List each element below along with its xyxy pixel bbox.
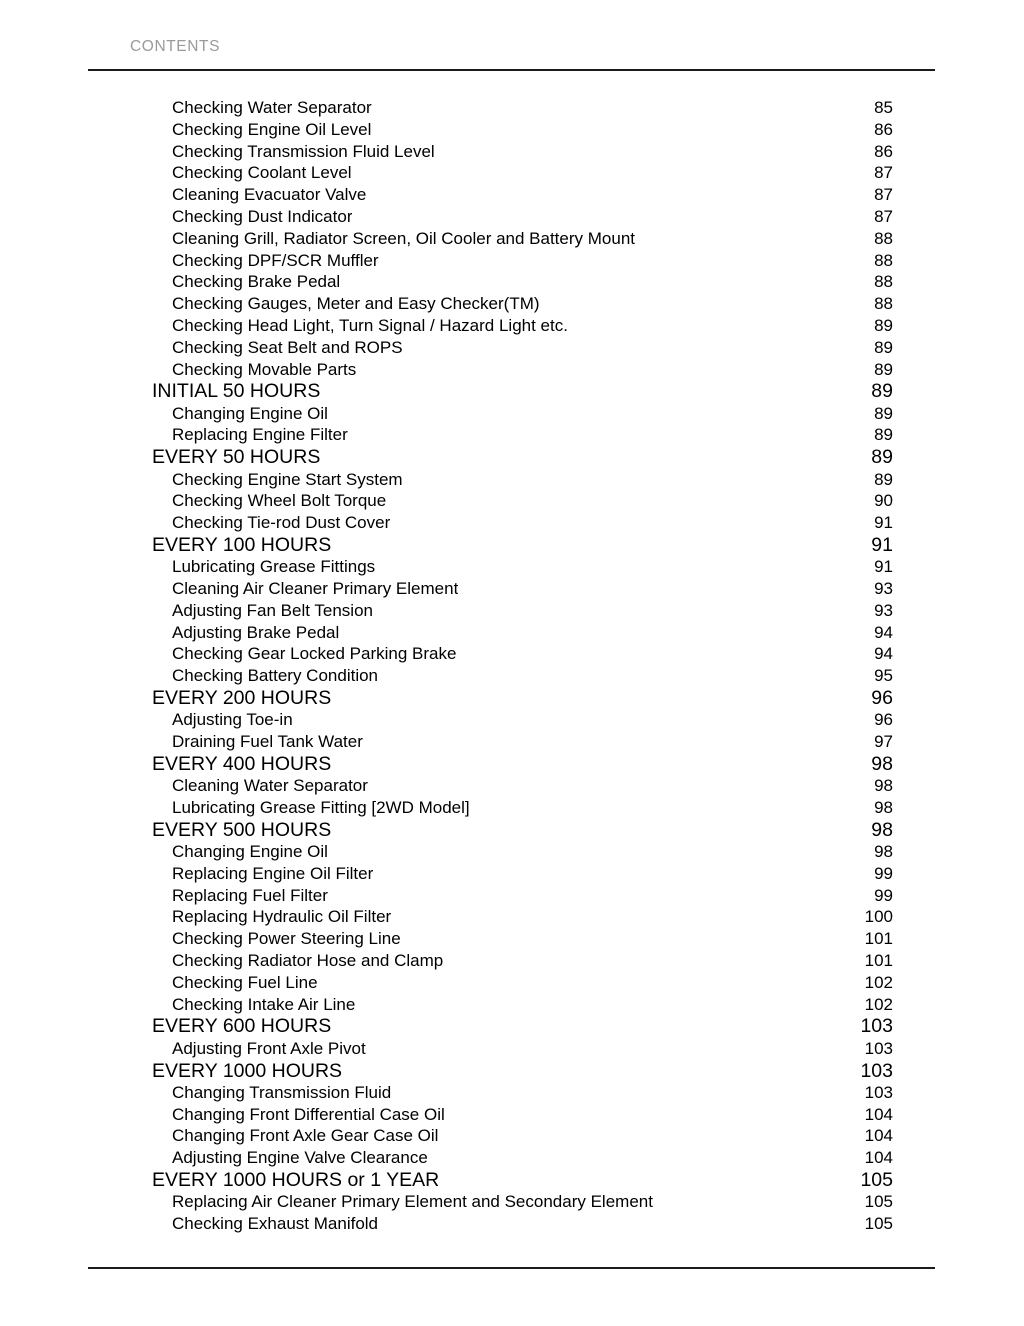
toc-entry[interactable]	[0, 97, 1024, 119]
toc-entry-title: Changing Front Differential Case Oil	[172, 1104, 445, 1124]
toc-entry-title: Changing Engine Oil	[172, 403, 328, 423]
toc-entry[interactable]	[0, 622, 1024, 644]
toc-entry-page-number: 103	[864, 1082, 893, 1102]
toc-entry-title: Checking DPF/SCR Muffler	[172, 250, 379, 270]
toc-entry-title: Replacing Fuel Filter	[172, 885, 328, 905]
toc-entry-page-number: 86	[874, 141, 893, 161]
toc-entry-page-number: 88	[874, 250, 893, 270]
toc-entry-page-number: 98	[874, 776, 893, 796]
toc-entry-title: Checking Coolant Level	[172, 163, 352, 183]
toc-entry-title: Changing Engine Oil	[172, 842, 328, 862]
toc-entry-title: Checking Movable Parts	[172, 359, 357, 379]
toc-entry-title: Cleaning Water Separator	[172, 776, 368, 796]
toc-entry-title: EVERY 400 HOURS	[152, 752, 332, 775]
toc-entry-page-number: 91	[871, 533, 893, 556]
toc-section-heading[interactable]	[0, 1169, 1024, 1191]
toc-entry-page-number: 89	[871, 446, 893, 469]
toc-entry-page-number: 100	[864, 907, 893, 927]
toc-entry-title: Checking Transmission Fluid Level	[172, 141, 435, 161]
toc-entry-page-number: 95	[874, 666, 893, 686]
toc-entry-title: Replacing Engine Filter	[172, 425, 348, 445]
toc-entry[interactable]	[0, 665, 1024, 687]
toc-entry-page-number: 104	[864, 1148, 893, 1168]
toc-entry[interactable]	[0, 556, 1024, 578]
toc-entry[interactable]	[0, 1191, 1024, 1213]
toc-entry-title: Replacing Air Cleaner Primary Element and Secondary Element	[172, 1192, 653, 1212]
toc-entry[interactable]	[0, 162, 1024, 184]
toc-entry-page-number: 87	[874, 185, 893, 205]
toc-entry-page-number: 103	[860, 1059, 893, 1082]
toc-entry-title: EVERY 50 HOURS	[152, 446, 321, 469]
toc-entry[interactable]	[0, 228, 1024, 250]
toc-entry-page-number: 105	[864, 1214, 893, 1234]
toc-entry-title: Checking Battery Condition	[172, 666, 379, 686]
toc-entry-page-number: 87	[874, 163, 893, 183]
toc-entry-page-number: 99	[874, 885, 893, 905]
toc-entry[interactable]	[0, 578, 1024, 600]
toc-section-heading[interactable]	[0, 819, 1024, 841]
toc-entry-page-number: 105	[860, 1169, 893, 1192]
toc-entry-page-number: 96	[874, 710, 893, 730]
toc-entry-page-number: 88	[874, 272, 893, 292]
toc-entry-title: Checking Water Separator	[172, 98, 372, 117]
toc-entry[interactable]	[0, 775, 1024, 797]
toc-entry[interactable]	[0, 119, 1024, 141]
toc-entry-title: Checking Tie-rod Dust Cover	[172, 513, 391, 533]
toc-section-heading[interactable]	[0, 687, 1024, 709]
toc-entry[interactable]	[0, 184, 1024, 206]
toc-entry-title: Lubricating Grease Fitting [2WD Model]	[172, 798, 470, 817]
toc-entry-page-number: 104	[864, 1126, 893, 1146]
toc-entry-title: Cleaning Grill, Radiator Screen, Oil Cooler and Battery Mount	[172, 228, 635, 248]
toc-entry[interactable]	[0, 250, 1024, 272]
toc-entry[interactable]	[0, 1213, 1024, 1235]
toc-entry[interactable]	[0, 797, 1024, 819]
toc-entry-page-number: 102	[864, 994, 893, 1014]
toc-entry-title: Adjusting Front Axle Pivot	[172, 1038, 366, 1058]
toc-entry-title: Checking Intake Air Line	[172, 994, 356, 1014]
toc-entry[interactable]	[0, 885, 1024, 907]
toc-entry-page-number: 89	[874, 469, 893, 489]
toc-entry-title: Cleaning Air Cleaner Primary Element	[172, 579, 459, 599]
toc-entry-title: Adjusting Toe-in	[172, 710, 293, 730]
toc-section-heading[interactable]	[0, 380, 1024, 402]
header-rule	[88, 69, 935, 71]
toc-entry[interactable]	[0, 906, 1024, 928]
toc-entry-page-number: 97	[874, 732, 893, 752]
toc-entry-page-number: 101	[864, 951, 893, 971]
toc-entry[interactable]	[0, 271, 1024, 293]
toc-entry[interactable]	[0, 490, 1024, 512]
toc-entry-title: Replacing Hydraulic Oil Filter	[172, 907, 392, 927]
toc-entry[interactable]	[0, 337, 1024, 359]
toc-entry[interactable]	[0, 315, 1024, 337]
toc-entry[interactable]	[0, 512, 1024, 534]
toc-entry-page-number: 89	[874, 425, 893, 445]
toc-entry-title: Checking Head Light, Turn Signal / Hazard Light etc.	[172, 315, 568, 335]
toc-entry[interactable]	[0, 841, 1024, 863]
toc-entry[interactable]	[0, 206, 1024, 228]
toc-entry[interactable]	[0, 994, 1024, 1016]
toc-entry-page-number: 105	[864, 1192, 893, 1212]
toc-entry-title: Draining Fuel Tank Water	[172, 732, 363, 752]
toc-entry-title: Checking Fuel Line	[172, 972, 318, 992]
toc-entry-title: Checking Gauges, Meter and Easy Checker(TM)	[172, 294, 540, 314]
toc-entry-title: EVERY 1000 HOURS or 1 YEAR	[152, 1169, 440, 1192]
toc-entry-title: EVERY 600 HOURS	[152, 1015, 332, 1038]
toc-entry[interactable]	[0, 141, 1024, 163]
toc-entry-title: Checking Wheel Bolt Torque	[172, 491, 387, 511]
toc-entry-page-number: 90	[874, 491, 893, 511]
toc-entry-page-number: 94	[874, 622, 893, 642]
toc-entry-page-number: 89	[874, 359, 893, 379]
toc-entry-page-number: 96	[871, 687, 893, 710]
toc-entry-page-number: 104	[864, 1104, 893, 1124]
toc-section-heading[interactable]	[0, 753, 1024, 775]
toc-entry-title: Replacing Engine Oil Filter	[172, 863, 374, 883]
toc-entry[interactable]	[0, 403, 1024, 425]
toc-entry[interactable]	[0, 972, 1024, 994]
toc-section-heading[interactable]	[0, 534, 1024, 556]
toc-entry[interactable]	[0, 928, 1024, 950]
toc-entry-page-number: 91	[874, 557, 893, 577]
toc-entry-page-number: 98	[871, 752, 893, 775]
toc-section-heading[interactable]	[0, 1060, 1024, 1082]
toc-entry[interactable]	[0, 1104, 1024, 1126]
toc-entry-page-number: 98	[874, 798, 893, 817]
toc-entry-title: EVERY 500 HOURS	[152, 818, 332, 841]
toc-entry[interactable]	[0, 643, 1024, 665]
toc-entry-page-number: 91	[874, 513, 893, 533]
toc-entry-page-number: 103	[864, 1038, 893, 1058]
toc-entry-title: Cleaning Evacuator Valve	[172, 185, 367, 205]
toc-entry-page-number: 93	[874, 579, 893, 599]
toc-entry-title: EVERY 1000 HOURS	[152, 1059, 343, 1082]
toc-entry-title: Checking Exhaust Manifold	[172, 1214, 379, 1234]
toc-entry-title: Lubricating Grease Fittings	[172, 557, 376, 577]
toc-entry-page-number: 89	[874, 337, 893, 357]
toc-entry-title: Adjusting Engine Valve Clearance	[172, 1148, 428, 1168]
toc-entry-title: Checking Radiator Hose and Clamp	[172, 951, 444, 971]
toc-entry-page-number: 101	[864, 929, 893, 949]
toc-section-heading[interactable]	[0, 1015, 1024, 1037]
toc-entry[interactable]	[0, 709, 1024, 731]
toc-entry[interactable]	[0, 600, 1024, 622]
toc-entry-title: EVERY 100 HOURS	[152, 533, 332, 556]
toc-entry-title: Checking Seat Belt and ROPS	[172, 337, 403, 357]
toc-entry[interactable]	[0, 1125, 1024, 1147]
toc-entry-page-number: 89	[874, 315, 893, 335]
toc-entry-title: Checking Engine Start System	[172, 469, 403, 489]
toc-entry-title: INITIAL 50 HOURS	[152, 380, 321, 403]
toc-entry[interactable]	[0, 293, 1024, 315]
footer-rule	[88, 1267, 935, 1269]
toc-entry-page-number: 98	[871, 818, 893, 841]
toc-entry-page-number: 89	[871, 380, 893, 403]
toc-entry[interactable]	[0, 1147, 1024, 1169]
table-of-contents	[0, 97, 1024, 1235]
toc-entry-page-number: 87	[874, 206, 893, 226]
toc-entry-title: Checking Engine Oil Level	[172, 119, 372, 139]
toc-entry[interactable]	[0, 863, 1024, 885]
toc-entry[interactable]	[0, 1038, 1024, 1060]
toc-entry[interactable]	[0, 1082, 1024, 1104]
toc-entry-page-number: 103	[860, 1015, 893, 1038]
toc-entry-page-number: 93	[874, 600, 893, 620]
toc-entry[interactable]	[0, 731, 1024, 753]
toc-section-heading[interactable]	[0, 446, 1024, 468]
toc-entry-page-number: 88	[874, 228, 893, 248]
toc-entry[interactable]	[0, 469, 1024, 491]
toc-entry[interactable]	[0, 424, 1024, 446]
toc-entry-page-number: 99	[874, 863, 893, 883]
toc-entry-title: EVERY 200 HOURS	[152, 687, 332, 710]
toc-entry-page-number: 102	[864, 972, 893, 992]
running-header-contents: CONTENTS	[130, 38, 221, 55]
toc-entry-page-number: 98	[874, 842, 893, 862]
toc-entry-title: Changing Transmission Fluid	[172, 1082, 392, 1102]
toc-entry[interactable]	[0, 950, 1024, 972]
toc-entry-page-number: 88	[874, 294, 893, 314]
toc-entry-title: Checking Dust Indicator	[172, 206, 353, 226]
toc-entry-title: Checking Brake Pedal	[172, 272, 341, 292]
toc-entry-title: Adjusting Fan Belt Tension	[172, 600, 373, 620]
toc-entry-page-number: 86	[874, 119, 893, 139]
toc-entry-page-number: 85	[874, 98, 893, 117]
toc-entry-title: Checking Gear Locked Parking Brake	[172, 644, 457, 664]
toc-entry-page-number: 89	[874, 403, 893, 423]
toc-entry[interactable]	[0, 359, 1024, 381]
toc-entry-title: Adjusting Brake Pedal	[172, 622, 340, 642]
toc-entry-title: Changing Front Axle Gear Case Oil	[172, 1126, 439, 1146]
toc-entry-title: Checking Power Steering Line	[172, 929, 401, 949]
toc-entry-page-number: 94	[874, 644, 893, 664]
